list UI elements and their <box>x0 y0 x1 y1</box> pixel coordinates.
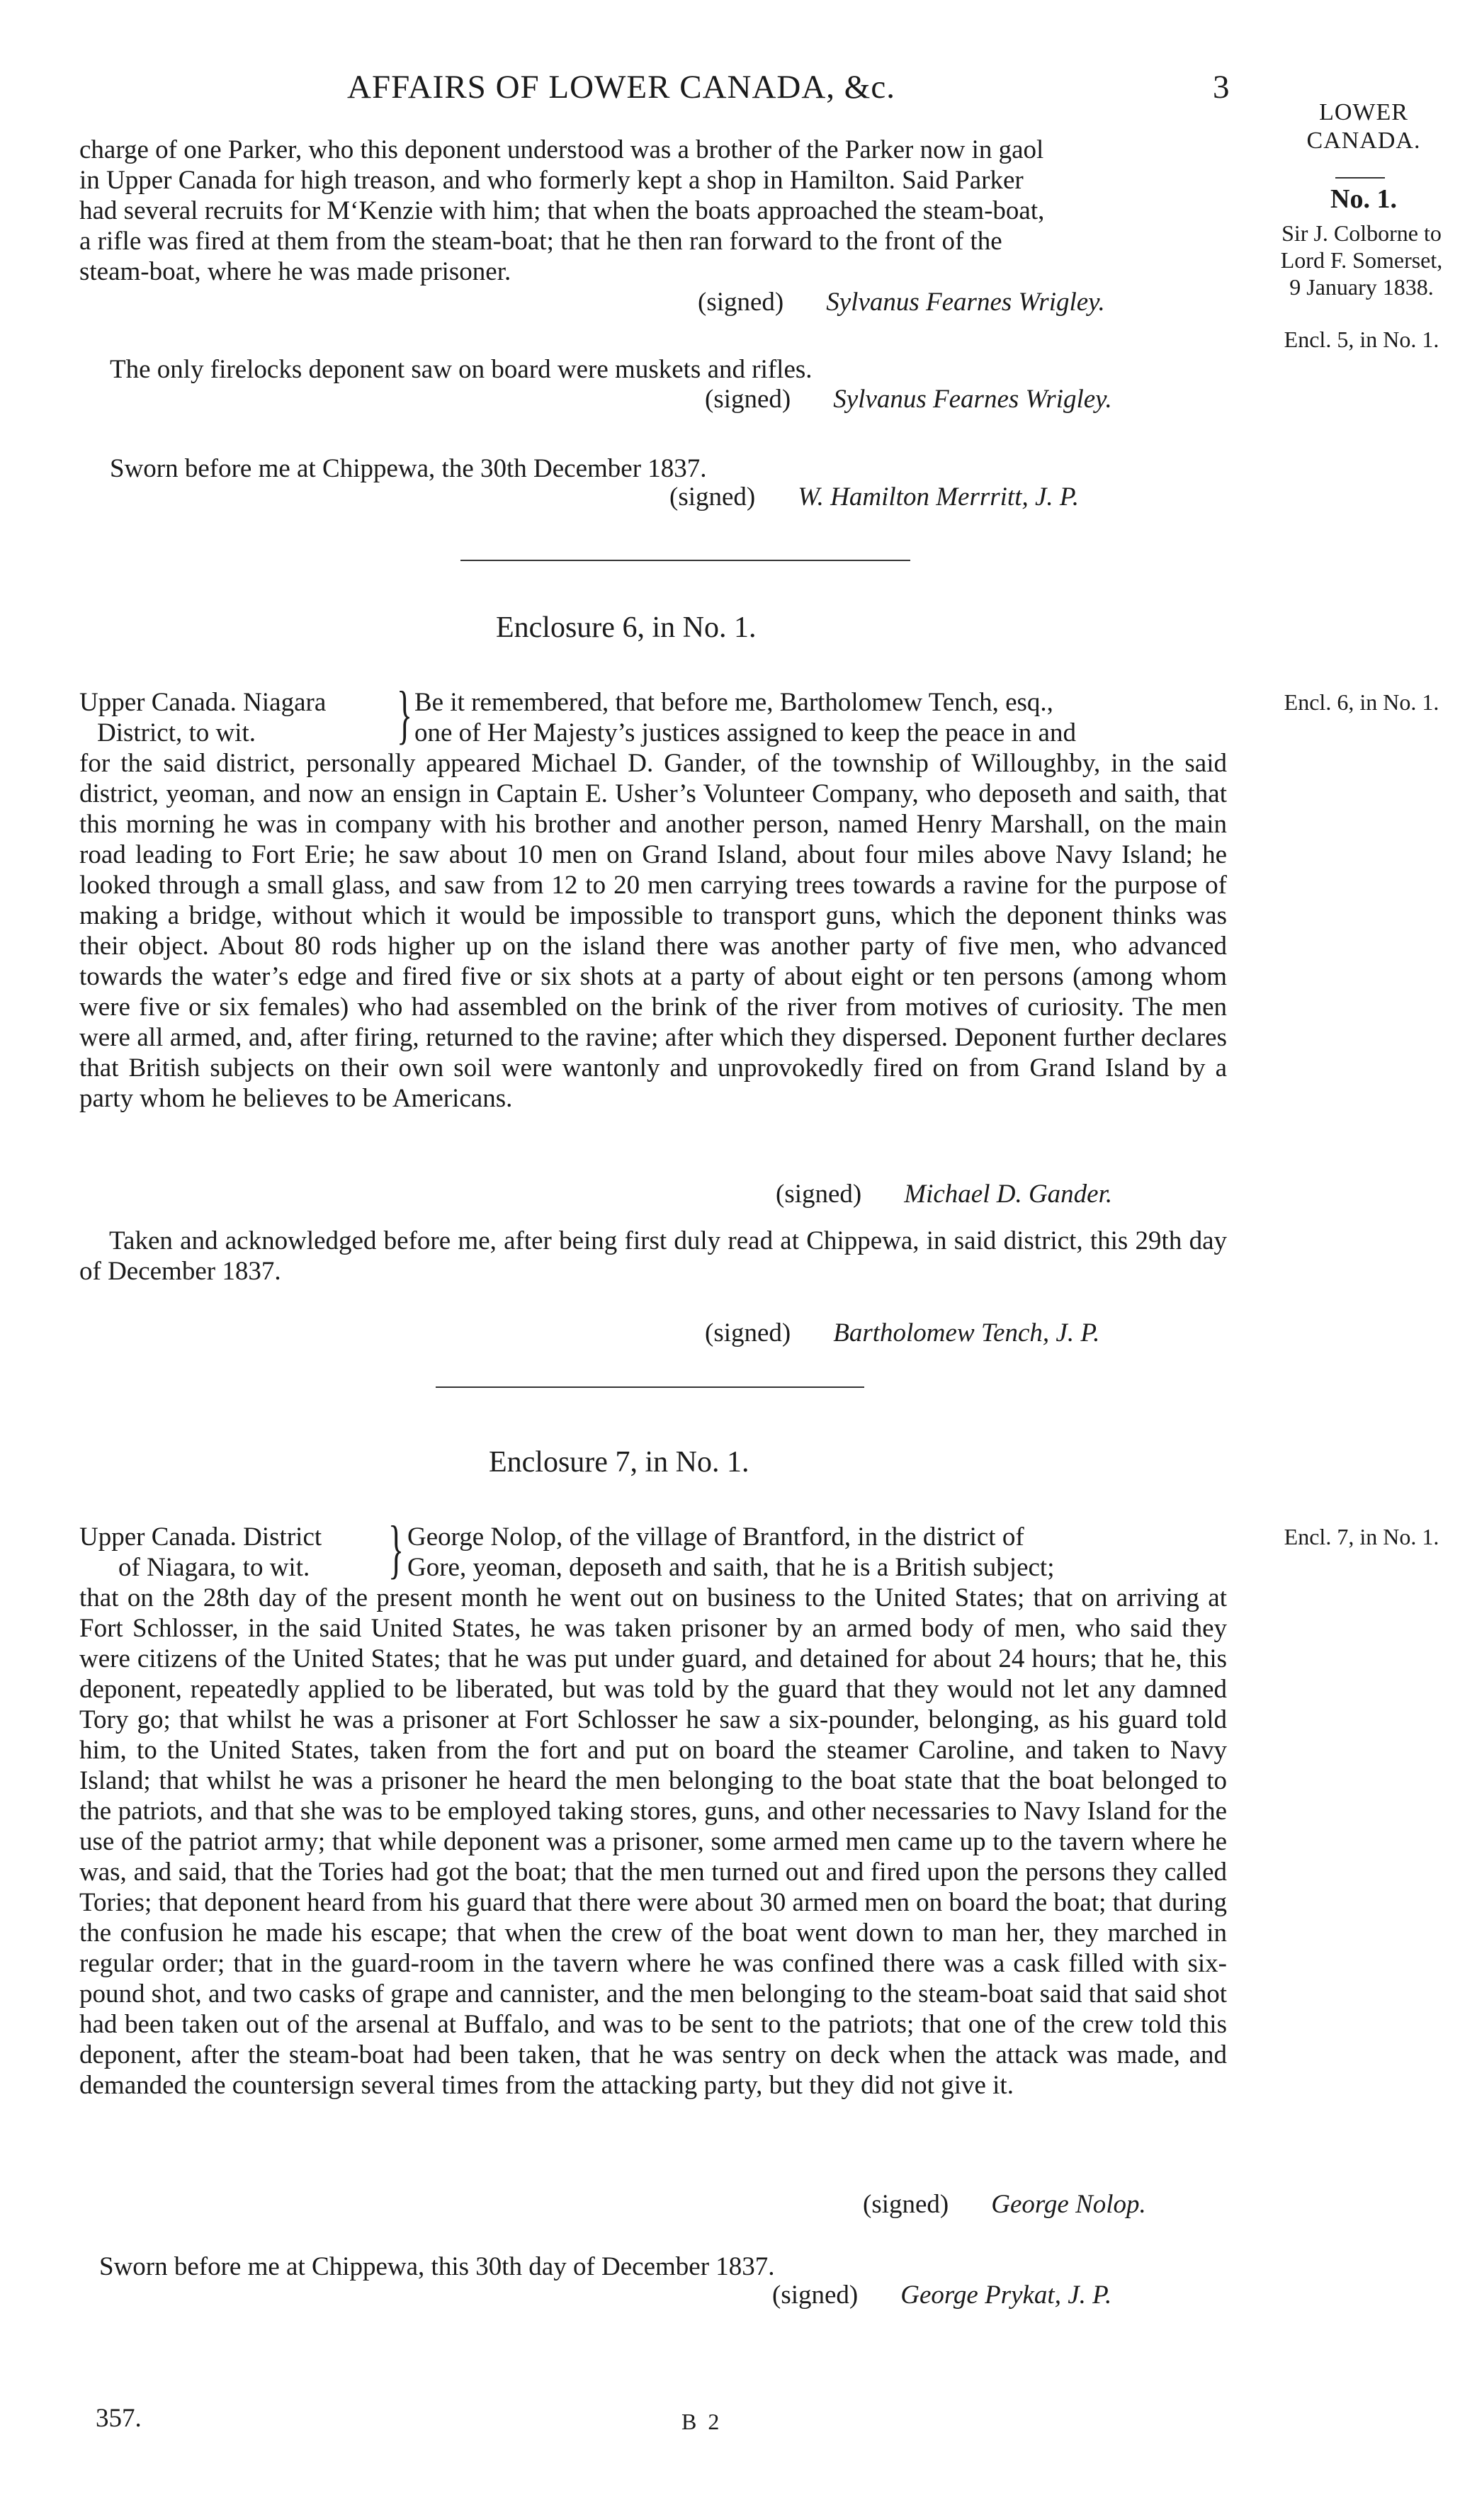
enclosure6-body <box>79 748 1227 1114</box>
margin-letter-line2: Lord F. Somerset, <box>1280 247 1443 273</box>
margin-number: No. 1. <box>1330 184 1397 214</box>
signatory-name: Michael D. Gander. <box>904 1180 1113 1209</box>
enclosure6-acknowledgement <box>79 1226 1227 1287</box>
signature-line <box>863 2189 1146 2220</box>
signature-line <box>698 287 1105 317</box>
enclosure6-first-lines <box>414 687 1227 748</box>
signature-line <box>705 1318 1099 1348</box>
enclosure6-caption-line2: District, to wit. <box>97 718 256 747</box>
signed-label: (signed) <box>863 2190 949 2219</box>
signatory-name: W. Hamilton Merrritt, J. P. <box>798 482 1079 512</box>
section-divider <box>460 560 910 561</box>
sworn-line: Sworn before me at Chippewa, the 30th December 1837. <box>110 454 707 483</box>
enclosure7-body <box>79 1583 1227 2101</box>
signed-label: (signed) <box>698 288 784 317</box>
text-line: one of Her Majesty’s justices assigned to keep the peace in and <box>414 718 1076 747</box>
enclosure6-heading: Enclosure 6, in No. 1. <box>496 611 757 644</box>
text-line: George Nolop, of the village of Brantford, in the district of <box>407 1522 1024 1552</box>
signature-mark: B 2 <box>681 2409 723 2434</box>
firelocks-line: The only firelocks deponent saw on board were muskets and rifles. <box>110 355 813 384</box>
caption-brace: } <box>388 1513 404 1585</box>
enclosure7-heading: Enclosure 7, in No. 1. <box>489 1446 749 1479</box>
margin-rule <box>1335 177 1385 179</box>
margin-colony-line2: CANADA. <box>1306 128 1421 154</box>
enclosure5-text <box>79 135 1227 287</box>
text-line: a rifle was fired at them from the steam-boat; that he then ran forward to the front of the <box>79 227 1002 256</box>
signature-line <box>669 482 1079 512</box>
enclosure7-caption-line1: Upper Canada. District <box>79 1522 322 1552</box>
text-line: Be it remembered, that before me, Bartholomew Tench, esq., <box>414 688 1053 717</box>
footer-page-ref: 357. <box>96 2404 142 2433</box>
signed-label: (signed) <box>705 385 791 414</box>
page-number: 3 <box>1213 69 1230 106</box>
signatory-name: Bartholomew Tench, J. P. <box>833 1318 1100 1347</box>
enclosure7-caption-line2: of Niagara, to wit. <box>118 1553 310 1582</box>
enclosure7-first-lines <box>407 1522 1227 1583</box>
margin-letter-line1: Sir J. Colborne to <box>1281 220 1442 246</box>
sworn-line: Sworn before me at Chippewa, this 30th day of December 1837. <box>99 2252 775 2281</box>
signature-line <box>705 384 1112 414</box>
signed-label: (signed) <box>772 2281 859 2310</box>
paragraph: that on the 28th day of the present month he went out on business to the United States; that on arriving at Fort Schlosser, in the said United States, he was taken prisoner by an armed body of men, who said they were citizens of the United States; that he was put under guard, and detained for about 24 hours; that he, this deponent, repeatedly applied to be liberated, but was told by the guard that they would not let any damned Tory go; that whilst he was a prisoner at Fort Schlosser he saw a six-pounder, belonging, as his guard told him, to the United States, taken from the fort and put on board the steamer Caroline, and taken to Navy Island; that whilst he was a prisoner he heard the men belonging to the boat state that the boat belonged to the patriots, and that she was to be employed taking stores, guns, and other necessaries to Navy Island for the use of the patriot army; that while deponent was a prisoner, some armed men came up to the tavern where he was, and said, that the Tories had got the boat; that the men turned out and fired upon the persons they called Tories; that deponent heard from his guard that there were about 30 armed men on board the boat; that during the confusion he made his escape; that when the crew of the boat went down to man her, they marched in regular order; that in the guard-room in the tavern where he was confined there was a cask filled with six-pound shot, and two casks of grape and cannister, and the men belonging to the steam-boat said that said shot had been taken out of the arsenal at Buffalo, and was to be sent to the patriots; that one of the crew told this deponent, after the steam-boat had been taken, that he was sentry on deck when the attack was made, and demanded the countersign several times from the attacking party, but they did not give it. <box>79 1583 1227 2100</box>
margin-encl7: Encl. 7, in No. 1. <box>1284 1524 1439 1549</box>
signatory-name: George Nolop. <box>991 2190 1146 2219</box>
caption-brace: } <box>397 678 413 750</box>
margin-letter-line3: 9 January 1838. <box>1289 274 1434 300</box>
signatory-name: George Prykat, J. P. <box>900 2281 1112 2310</box>
signatory-name: Sylvanus Fearnes Wrigley. <box>833 385 1112 414</box>
margin-colony-line1: LOWER <box>1319 99 1408 125</box>
text-line: had several recruits for M‘Kenzie with him; that when the boats approached the steam-boat, <box>79 196 1045 225</box>
text-line: in Upper Canada for high treason, and who formerly kept a shop in Hamilton. Said Parker <box>79 166 1024 195</box>
paragraph: for the said district, personally appeared Michael D. Gander, of the township of Willoughby, in the said district, yeoman, and now an ensign in Captain E. Usher’s Volunteer Company, who deposeth and saith, that this morning he was in company with his brother and another person, named Henry Marshall, on the main road leading to Fort Erie; he saw about 10 men on Grand Island, about four miles above Navy Island; he looked through a small glass, and saw from 12 to 20 men carrying trees towards a ravine for the purpose of making a bridge, without which it would be impossible to transport guns, which the deponent thinks was their object. About 80 rods higher up on the island there was another party of five men, who advanced towards the water’s edge and fired five or six shots at a party of about eight or ten persons (among whom were five or six females) who had assembled on the brink of the river from motives of curiosity. The men were all armed, and, after firing, returned to the ravine; after which they dispersed. Deponent further declares that British subjects on their own soil were wantonly and unprovokedly fired on from Grand Island by a party whom he believes to be Americans. <box>79 749 1227 1113</box>
text-line: charge of one Parker, who this deponent understood was a brother of the Parker now in gaol <box>79 135 1044 164</box>
text-line: steam-boat, where he was made prisoner. <box>79 257 511 286</box>
section-divider <box>436 1386 864 1388</box>
enclosure6-caption-line1: Upper Canada. Niagara <box>79 688 327 717</box>
signature-line <box>776 1179 1112 1209</box>
paragraph: Taken and acknowledged before me, after being first duly read at Chippewa, in said district, this 29th day of December 1837. <box>79 1226 1227 1286</box>
margin-encl5: Encl. 5, in No. 1. <box>1284 327 1439 352</box>
page-title: AFFAIRS OF LOWER CANADA, &c. <box>347 69 895 106</box>
signatory-name: Sylvanus Fearnes Wrigley. <box>826 288 1105 317</box>
signed-label: (signed) <box>669 482 756 512</box>
text-line: Gore, yeoman, deposeth and saith, that he is a British subject; <box>407 1553 1055 1582</box>
margin-encl6: Encl. 6, in No. 1. <box>1284 689 1439 715</box>
signed-label: (signed) <box>705 1318 791 1347</box>
signature-line <box>772 2280 1111 2310</box>
signed-label: (signed) <box>776 1180 862 1209</box>
